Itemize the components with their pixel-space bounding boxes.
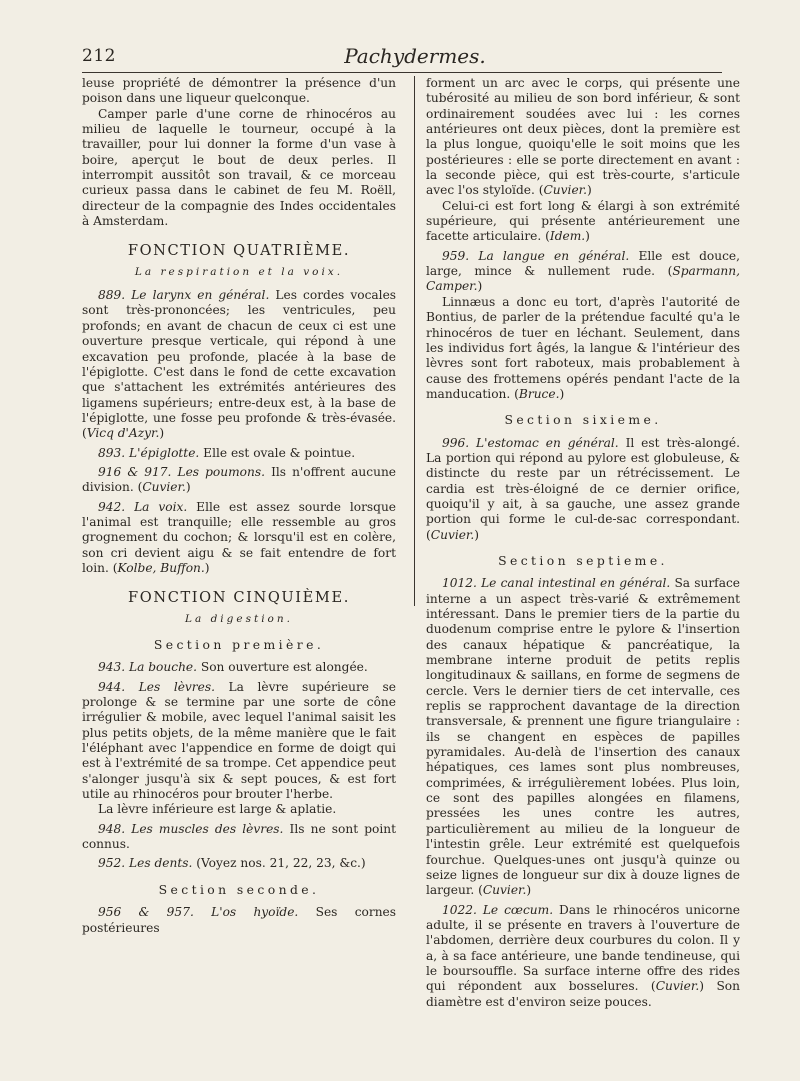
entry-1022-source: Cuvier. (655, 979, 700, 994)
entry-956-text: Ses cornes postérieures (82, 905, 397, 935)
entry-996-source: Cuvier. (430, 527, 475, 542)
entry-1022-text: Dans le rhinocéros unicorne adulte, il se présente en travers à l'ouverture de l'abdomen, derrière deux courbures du colon. Il y a, à sa face antérieure, une bande tendineuse, qui le boursouffle. Sa surface interne offre des rides qui répondent aux bosselures. (426, 902, 741, 994)
entry-948-text: Ils ne sont point connus. (82, 821, 397, 852)
entry-1012-text: Sa surface interne a un aspect très-varié & extrêmement intéressant. Dans le premier tiers de la partie du duodenum comprise entre le pylore & l'insertion des canaux hépatique & pancréatique, la membrane interne produit de petits replis longitudinaux & saillans, en forme de segmens de cercle. Vers le dernier tiers de cet intervalle, ces replis se rapprochent davantage de la direction transversale, & prennent une figure triangulaire : ils se changent en espèces de papilles pyramidales. Au-delà de l'insertion des canaux hépatiques, ces lames sont plus nombreuses, comprimées, & irrégulièrement lobées. Plus loin, ce sont des papilles alongées en filamens, pressées les unes contre les autres, particulièrement au milieu de la longueur de l'intestin grêle. Leur extrémité est quelquefois fourchue. Quelques-unes ont jusqu'à quinze ou seize lignes de longueur sur dix à douze lignes de largeur. (426, 576, 740, 898)
entry-893-term: L'épiglotte. (129, 445, 200, 460)
entry-948-term: Les muscles des lèvres. (131, 821, 284, 836)
entry-1022-b: Son diamètre est d'environ seize pouces. (426, 979, 740, 1009)
entry-959-b: Linnæus a donc eu tort, d'après l'autorité de Bontius, de parler de la prétendue faculté qu'a le rhinocéros de tuer en léchant. Seulement, dans les individus fort âgés, la langue & l'intérieur des lèvres sont fort raboteux, mais probablement à cause des frottemens opérés pendant l'acte de la manducation. (Bruce.) (426, 294, 740, 401)
paragraph-styloid: Celui-ci est fort long & élargi à son extrémité supérieure, qui présente antérieurement une facette articulaire. (Idem.) (426, 198, 740, 244)
entry-943-text: Son ouverture est alongée. (200, 660, 368, 675)
entry-996: 996. L'estomac en général. Il est très-alongé. La portion qui répond au pylore est globuleuse, & distincte du reste par un rétrécissement. Le cardia est très-éloigné de ce dernier orifice, quoiqu'il y ait, à sa gauche, une assez grande portion qui forme le cul-de-sac correspondant. (Cuvier.) (426, 435, 740, 542)
entry-893 (82, 446, 396, 461)
entry-942-text: Elle est assez sourde lorsque l'animal est tranquille; elle ressemble au gros grognement du cochon; & lorsqu'il est en colère, son cri devient aigu & se fait entendre de fort loin. (82, 499, 397, 575)
entry-959-b-text: Linnæus a donc eu tort, d'après l'autorité de Bontius, de parler de la prétendue faculté qu'a le rhinocéros de tuer en léchant. Seulement, dans les individus fort âgés, la langue & l'intérieur des lèvres sont fort raboteux, mais probablement à cause des frottemens opérés pendant l'acte de la manducation. (426, 294, 740, 401)
entry-942-source: Kolbe, Buffon. (117, 560, 205, 575)
entry-889-term: Le larynx en général. (131, 288, 270, 303)
entry-943-term: La bouche. (129, 660, 197, 675)
entry-943-number: 943. (98, 660, 126, 675)
entry-952-text: (Voyez nos. 21, 22, 23, &c.) (196, 856, 366, 871)
entry-944-text: La lèvre supérieure se prolonge & se termine par une sorte de cône irrégulier & mobile, avec lequel l'animal saisit les plus petits objets, de la même manière que le fait l'éléphant avec l'appendice en forme de doigt qui est à l'extrémité de sa trompe. Cet appendice peut s'alonger jusqu'à six & sept pouces, & est fort utile au rhinocéros pour brouter l'herbe. (82, 679, 397, 802)
paragraph-hyoid-source: Cuvier. (543, 183, 588, 198)
entry-996-number: 996. (442, 435, 470, 450)
page-header (0, 44, 800, 74)
entry-1022: 1022. Le cœcum. Dans le rhinocéros unicorne adulte, il se présente en travers à l'ouverture de l'abdomen, derrière deux courbures du colon. Il y a, à sa face antérieure, une bande tendineuse, qui le boursouffle. Sa surface interne offre des rides qui répondent aux bosselures. (Cuvier.) Son diamètre est d'environ seize pouces. (426, 902, 741, 1009)
entry-956-term: L'os hyoïde. (211, 905, 299, 920)
entry-889-text: Les cordes vocales sont très-prononcées; les ventricules, peu profonds; en avant de chacun de ceux ci est une ouverture presque verticale, qui répond à une excavation peu profonde, placée à la base de l'épiglotte. C'est dans le fond de cette excavation que s'attachent les extrémités antérieures des ligamens supérieurs; entre-deux est, à la base de l'épiglotte, une fosse peu profonde & très-évasée. (82, 288, 397, 425)
entry-942: 942. La voix. Elle est assez sourde lorsque l'animal est tranquille; elle ressemble au gros grognement du cochon; & lorsqu'il est en colère, son cri devient aigu & se fait entendre de fort loin. (Kolbe, Buffon.) (82, 499, 397, 575)
entry-959-source: Sparmann, Camper. (426, 264, 740, 294)
entry-959: 959. La langue en général. Elle est douce, large, mince & nullement rude. (Sparmann, Camper.) (426, 248, 741, 294)
paragraph-intro: leuse propriété de démontrer la présence d'un poison dans une liqueur quelconque. (82, 76, 396, 106)
entry-889-source: Vicq d'Azyr. (86, 426, 160, 441)
entry-916-text: Ils n'offrent aucune division. (82, 464, 397, 495)
chapter-4-title: FONCTION QUATRIÈME. (127, 242, 351, 260)
chapter-4-subtitle: La respiration et la voix. (134, 265, 344, 278)
entry-893-number: 893. (98, 445, 126, 460)
column-divider (414, 76, 415, 606)
header-rule (82, 72, 722, 73)
entry-956 (82, 905, 396, 936)
entry-996-term: L'estomac en général. (476, 435, 619, 450)
entry-916-number: 916 & 917. (98, 464, 172, 479)
entry-942-number: 942. (98, 499, 126, 514)
running-title: Pachydermes. (344, 44, 486, 68)
paragraph-styloid-source: Idem. (549, 229, 586, 244)
entry-959-b-source: Bruce. (518, 386, 560, 401)
paragraph-hyoid-continued: forment un arc avec le corps, qui présente une tubérosité au milieu de son bord inférieur, & sont ordinairement soudées avec lui : les cornes antérieures ont deux pièces, dont la première est la plus longue, quoiqu'elle le soit moins que les postérieures : elle se porte directement en avant : la seconde pièce, qui est très-courte, s'articule avec l'os styloïde. (Cuvier.) (426, 76, 740, 198)
entry-944-term: Les lèvres. (138, 679, 215, 694)
chapter-5-title: FONCTION CINQUIÈME. (128, 589, 350, 607)
entry-1012-number: 1012. (442, 576, 477, 591)
entry-942-term: La voix. (134, 499, 188, 514)
paragraph-camper: Camper parle d'une corne de rhinocéros au milieu de laquelle le tourneur, occupé à la travailler, pour lui donner la forme d'un vase à boire, aperçut le bout de deux perles. Il interrompit aussitôt son travail, & ce morceau curieux passa dans le cabinet de feu M. Roëll, directeur de la compagnie des Indes occidentales à Amsterdam. (82, 106, 396, 229)
entry-959-text: Elle est douce, large, mince & nullement rude. (426, 248, 741, 279)
entry-944-b: La lèvre inférieure est large & aplatie. (98, 802, 337, 817)
entry-952 (82, 856, 396, 871)
page-number: 212 (82, 46, 116, 66)
section-1-heading: Section première. (153, 637, 325, 652)
paragraph-styloid-text: Celui-ci est fort long & élargi à son extrémité supérieure, qui présente antérieurement une facette articulaire. (426, 198, 740, 244)
right-column (426, 76, 740, 1010)
entry-1012-term: Le canal intestinal en général. (481, 576, 671, 591)
entry-944 (82, 680, 396, 803)
entry-916: 916 & 917. Les poumons. Ils n'offrent aucune division. (Cuvier.) (82, 464, 397, 495)
entry-893-text: Elle est ovale & pointue. (203, 445, 356, 460)
entry-943 (82, 660, 396, 675)
entry-916-term: Les poumons. (177, 464, 265, 479)
entry-1022-number: 1022. (442, 902, 477, 917)
entry-959-term: La langue en général. (478, 248, 630, 263)
entry-952-number: 952. (98, 856, 126, 871)
entry-889: 889. Le larynx en général. Les cordes vocales sont très-prononcées; les ventricules, peu profonds; en avant de chacun de ceux ci est une ouverture presque verticale, qui répond à une excavation peu profonde, placée à la base de l'épiglotte. C'est dans le fond de cette excavation que s'attachent les extrémités antérieures des ligamens supérieurs; entre-deux est, à la base de l'épiglotte, une fosse peu profonde & très-évasée. (Vicq d'Azyr.) (82, 288, 397, 441)
entry-916-source: Cuvier. (142, 480, 186, 495)
entry-948-number: 948. (98, 821, 126, 836)
section-7-heading: Section septieme. (498, 552, 668, 568)
entry-1012: 1012. Le canal intestinal en général. Sa surface interne a un aspect très-varié & extrêmement intéressant. Dans le premier tiers de la partie du duodenum comprise entre le pylore & l'insertion des canaux hépatique & pancréatique, la membrane interne produit de petits replis longitudinaux & saillans, en forme de segmens de cercle. Vers le dernier tiers de cet intervalle, ces replis se rapprochent davantage de la direction transversale, & prennent une figure triangulaire : ils se changent en espèces de papilles pyramidales. Au-delà de l'insertion des canaux hépatiques, ces lames sont plus nombreuses, comprimées, & irrégulièrement lobées. Plus loin, ce sont des papilles alongées en filamens, pressées les unes contre les autres, particulièrement au milieu de la longueur de l'intestin grêle. Leur extrémité est quelquefois fourchue. Quelques-unes ont jusqu'à quinze ou seize lignes de longueur sur dix à douze lignes de largeur. (Cuvier.) (426, 576, 740, 898)
paragraph-hyoid-text: forment un arc avec le corps, qui présente une tubérosité au milieu de son bord inférieur, & sont ordinairement soudées avec lui : les cornes antérieures ont deux pièces, dont la première est la plus longue, quoiqu'elle le soit moins que les postérieures : elle se porte directement en avant : la seconde pièce, qui est très-courte, s'articule avec l'os styloïde. (426, 76, 740, 198)
section-6-heading: Section sixieme. (504, 412, 662, 428)
entry-1022-term: Le cœcum. (482, 902, 554, 917)
section-2-heading: Section seconde. (158, 881, 320, 897)
entry-1012-source: Cuvier. (482, 883, 527, 898)
chapter-5-subtitle: La digestion. (185, 612, 293, 625)
entry-948 (82, 822, 396, 853)
entry-952-term: Les dents. (129, 856, 193, 871)
entry-996-text: Il est très-alongé. La portion qui répond au pylore est globuleuse, & distincte du reste par un rétrécissement. Le cardia est très-éloigné de ce dernier orifice, quoiqu'il y ait, à sa gauche, une assez grande portion qui forme le cul-de-sac correspondant. (426, 435, 740, 527)
entry-956-number: 956 & 957. (98, 905, 194, 920)
left-column (82, 76, 396, 936)
entry-889-number: 889. (98, 288, 126, 303)
entry-944-number: 944. (98, 679, 126, 694)
entry-959-number: 959. (442, 248, 470, 263)
